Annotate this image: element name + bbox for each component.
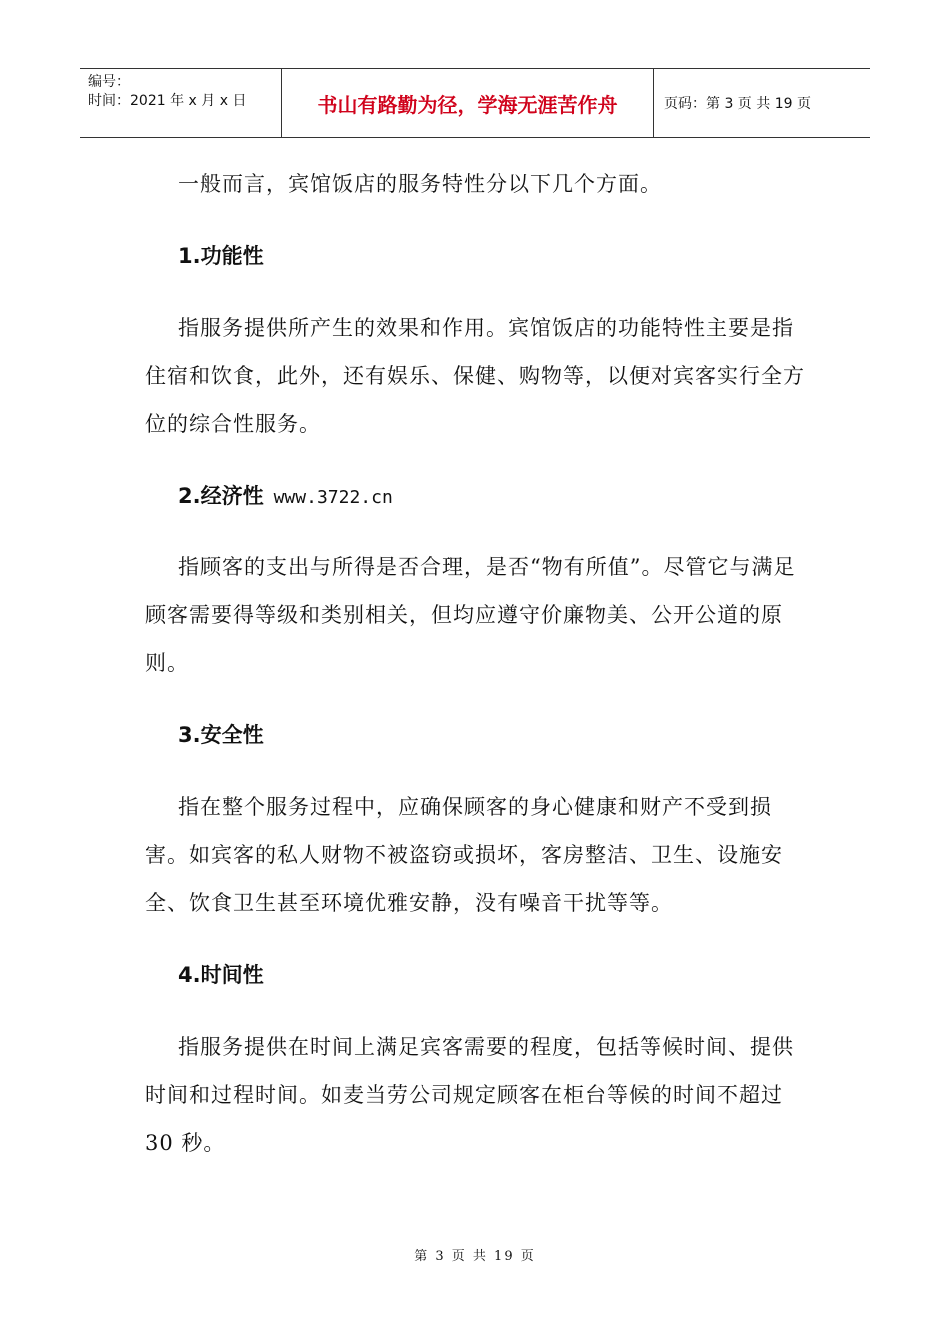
section-1-body: 指服务提供所产生的效果和作用。宾馆饭店的功能特性主要是指住宿和饮食，此外，还有娱乐、保健、购物等，以便对宾客实行全方位的综合性服务。 [145, 316, 805, 436]
date-label: 时间：2021 年 x 月 x 日 [88, 93, 247, 109]
section-1-title: 1.功能性 [178, 244, 264, 268]
header-page-info: 页码：第 3 页 共 19 页 [664, 96, 811, 112]
section-3-body: 指在整个服务过程中，应确保顾客的身心健康和财产不受到损害。如宾客的私人财物不被盗窃或损坏，客房整洁、卫生、设施安全、饮食卫生甚至环境优雅安静，没有噪音干扰等等。 [145, 795, 783, 915]
intro-paragraph: 一般而言，宾馆饭店的服务特性分以下几个方面。 [178, 172, 662, 196]
section-2-body: 指顾客的支出与所得是否合理，是否“物有所值”。尽管它与满足顾客需要得等级和类别相关，但均应遵守价廉物美、公开公道的原则。 [145, 555, 796, 675]
document-body [145, 160, 810, 1167]
section-2-title-row [145, 472, 810, 522]
header-meta [80, 69, 282, 137]
number-label: 编号： [88, 74, 130, 90]
page-header [80, 68, 870, 138]
section-2-url: www.3722.cn [273, 487, 393, 508]
page-footer: 第 3 页 共 19 页 [414, 1249, 536, 1264]
section-4-title: 4.时间性 [178, 963, 264, 987]
section-2-title: 2.经济性 [178, 484, 264, 508]
header-motto: 书山有路勤为径，学海无涯苦作舟 [282, 69, 654, 137]
section-4-body: 指服务提供在时间上满足宾客需要的程度，包括等候时间、提供时间和过程时间。如麦当劳公司规定顾客在柜台等候的时间不超过 30 秒。 [145, 1035, 794, 1155]
section-3-title: 3.安全性 [178, 723, 264, 747]
